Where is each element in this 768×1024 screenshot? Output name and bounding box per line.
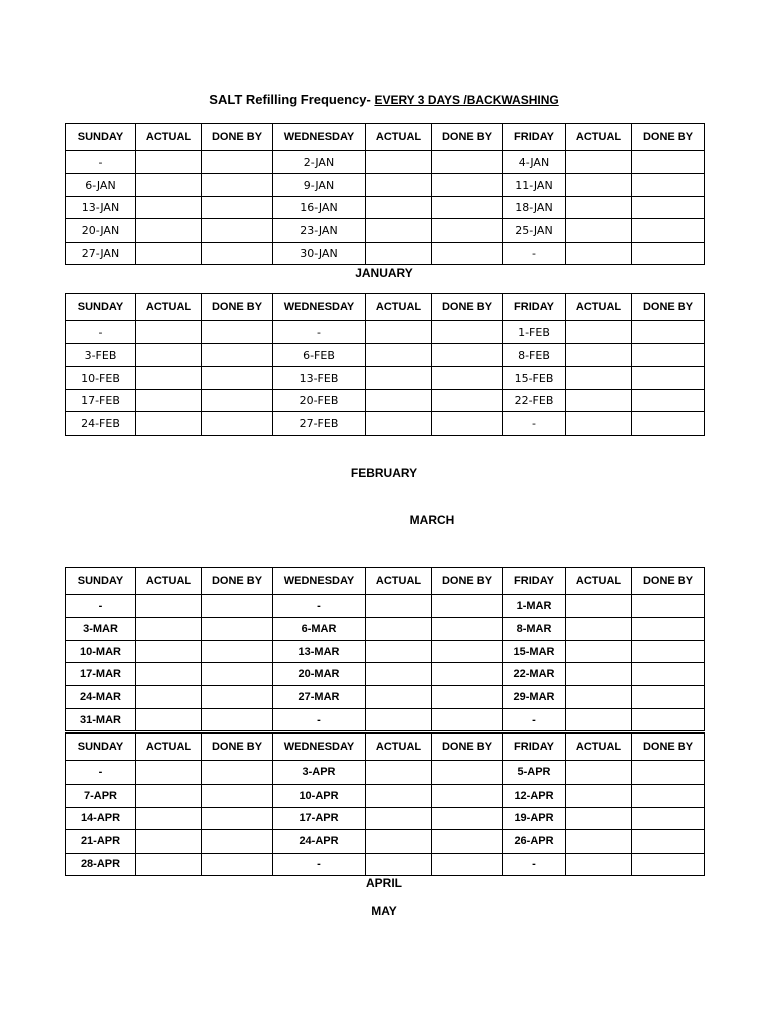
column-header: DONE BY	[202, 568, 273, 595]
date-cell: 18-JAN	[503, 197, 566, 219]
done-by-cell[interactable]	[202, 412, 273, 436]
actual-cell[interactable]	[566, 243, 632, 265]
actual-cell[interactable]	[366, 641, 432, 663]
date-cell: 27-FEB	[273, 412, 366, 436]
date-cell: -	[273, 321, 366, 344]
done-by-cell[interactable]	[432, 243, 503, 265]
column-header: ACTUAL	[136, 294, 202, 321]
date-cell: 17-FEB	[66, 390, 136, 412]
actual-cell[interactable]	[366, 243, 432, 265]
done-by-cell[interactable]	[632, 344, 705, 367]
done-by-cell[interactable]	[632, 760, 705, 784]
date-cell: 1-MAR	[503, 595, 566, 618]
column-header: FRIDAY	[503, 568, 566, 595]
column-header: DONE BY	[632, 124, 705, 151]
table-row	[66, 641, 705, 663]
date-cell: 17-APR	[273, 807, 366, 829]
column-header: DONE BY	[432, 124, 503, 151]
actual-cell[interactable]	[566, 321, 632, 344]
date-cell: -	[66, 151, 136, 174]
header-row	[66, 733, 705, 760]
actual-cell[interactable]	[366, 807, 432, 829]
done-by-cell[interactable]	[632, 151, 705, 174]
date-cell: 7-APR	[66, 784, 136, 807]
done-by-cell[interactable]	[202, 829, 273, 853]
date-cell: 6-FEB	[273, 344, 366, 367]
date-cell: -	[273, 709, 366, 731]
done-by-cell[interactable]	[202, 641, 273, 663]
date-cell: 24-FEB	[66, 412, 136, 436]
date-cell: 29-MAR	[503, 686, 566, 709]
actual-cell[interactable]	[566, 412, 632, 436]
actual-cell[interactable]	[566, 367, 632, 390]
table-row	[66, 197, 705, 219]
actual-cell[interactable]	[136, 760, 202, 784]
table-row	[66, 412, 705, 436]
done-by-cell[interactable]	[202, 807, 273, 829]
done-by-cell[interactable]	[202, 174, 273, 197]
date-cell: 1-FEB	[503, 321, 566, 344]
actual-cell[interactable]	[136, 709, 202, 731]
date-cell: 13-JAN	[66, 197, 136, 219]
done-by-cell[interactable]	[632, 853, 705, 875]
date-cell: 27-JAN	[66, 243, 136, 265]
done-by-cell[interactable]	[202, 760, 273, 784]
table-row	[66, 390, 705, 412]
date-cell: 24-MAR	[66, 686, 136, 709]
column-header: SUNDAY	[66, 124, 136, 151]
date-cell: 20-MAR	[273, 663, 366, 686]
done-by-cell[interactable]	[202, 197, 273, 219]
table-row	[66, 784, 705, 807]
actual-cell[interactable]	[136, 174, 202, 197]
done-by-cell[interactable]	[432, 829, 503, 853]
actual-cell[interactable]	[566, 151, 632, 174]
column-header: ACTUAL	[136, 124, 202, 151]
done-by-cell[interactable]	[202, 151, 273, 174]
actual-cell[interactable]	[366, 595, 432, 618]
actual-cell[interactable]	[366, 412, 432, 436]
column-header: DONE BY	[632, 568, 705, 595]
column-header: ACTUAL	[566, 568, 632, 595]
done-by-cell[interactable]	[432, 618, 503, 641]
header-row	[66, 124, 705, 151]
month-label-april: APRIL	[366, 876, 402, 890]
actual-cell[interactable]	[366, 321, 432, 344]
done-by-cell[interactable]	[632, 663, 705, 686]
actual-cell[interactable]	[366, 829, 432, 853]
done-by-cell[interactable]	[202, 709, 273, 731]
actual-cell[interactable]	[136, 829, 202, 853]
done-by-cell[interactable]	[632, 709, 705, 731]
done-by-cell[interactable]	[202, 321, 273, 344]
date-cell: -	[66, 595, 136, 618]
date-cell: -	[273, 853, 366, 875]
done-by-cell[interactable]	[202, 344, 273, 367]
done-by-cell[interactable]	[432, 663, 503, 686]
date-cell: 20-FEB	[273, 390, 366, 412]
table-row	[66, 853, 705, 875]
date-cell: 22-MAR	[503, 663, 566, 686]
actual-cell[interactable]	[136, 321, 202, 344]
actual-cell[interactable]	[366, 367, 432, 390]
date-cell: -	[273, 595, 366, 618]
done-by-cell[interactable]	[432, 641, 503, 663]
column-header: DONE BY	[632, 733, 705, 760]
table-row	[66, 151, 705, 174]
done-by-cell[interactable]	[632, 321, 705, 344]
column-header: DONE BY	[432, 294, 503, 321]
date-cell: 15-FEB	[503, 367, 566, 390]
done-by-cell[interactable]	[432, 390, 503, 412]
done-by-cell[interactable]	[632, 390, 705, 412]
table-row	[66, 709, 705, 731]
done-by-cell[interactable]	[432, 367, 503, 390]
actual-cell[interactable]	[366, 151, 432, 174]
actual-cell[interactable]	[566, 174, 632, 197]
month-label-may: MAY	[371, 904, 397, 918]
done-by-cell[interactable]	[202, 686, 273, 709]
table-row	[66, 760, 705, 784]
actual-cell[interactable]	[566, 686, 632, 709]
actual-cell[interactable]	[136, 219, 202, 243]
january-schedule-table	[65, 123, 705, 265]
actual-cell[interactable]	[366, 344, 432, 367]
done-by-cell[interactable]	[632, 219, 705, 243]
column-header: ACTUAL	[566, 733, 632, 760]
column-header: ACTUAL	[136, 568, 202, 595]
done-by-cell[interactable]	[202, 663, 273, 686]
done-by-cell[interactable]	[432, 853, 503, 875]
table-row	[66, 321, 705, 344]
date-cell: 30-JAN	[273, 243, 366, 265]
date-cell: 10-MAR	[66, 641, 136, 663]
actual-cell[interactable]	[366, 784, 432, 807]
date-cell: 23-JAN	[273, 219, 366, 243]
table-row	[66, 219, 705, 243]
done-by-cell[interactable]	[632, 618, 705, 641]
actual-cell[interactable]	[566, 618, 632, 641]
february-schedule-table	[65, 293, 705, 436]
done-by-cell[interactable]	[202, 595, 273, 618]
date-cell: 20-JAN	[66, 219, 136, 243]
actual-cell[interactable]	[566, 760, 632, 784]
actual-cell[interactable]	[136, 390, 202, 412]
date-cell: 14-APR	[66, 807, 136, 829]
date-cell: 3-MAR	[66, 618, 136, 641]
actual-cell[interactable]	[136, 412, 202, 436]
actual-cell[interactable]	[566, 829, 632, 853]
table-row	[66, 243, 705, 265]
date-cell: -	[66, 321, 136, 344]
actual-cell[interactable]	[566, 784, 632, 807]
done-by-cell[interactable]	[432, 709, 503, 731]
header-row	[66, 294, 705, 321]
column-header: SUNDAY	[66, 568, 136, 595]
done-by-cell[interactable]	[432, 174, 503, 197]
column-header: ACTUAL	[566, 294, 632, 321]
date-cell: 3-APR	[273, 760, 366, 784]
actual-cell[interactable]	[136, 784, 202, 807]
date-cell: 6-JAN	[66, 174, 136, 197]
actual-cell[interactable]	[366, 174, 432, 197]
actual-cell[interactable]	[566, 390, 632, 412]
column-header: DONE BY	[202, 733, 273, 760]
date-cell: 13-MAR	[273, 641, 366, 663]
column-header: ACTUAL	[366, 733, 432, 760]
date-cell: 3-FEB	[66, 344, 136, 367]
actual-cell[interactable]	[566, 219, 632, 243]
date-cell: 10-APR	[273, 784, 366, 807]
done-by-cell[interactable]	[432, 784, 503, 807]
date-cell: 25-JAN	[503, 219, 566, 243]
date-cell: 13-FEB	[273, 367, 366, 390]
header-row	[66, 568, 705, 595]
done-by-cell[interactable]	[632, 243, 705, 265]
date-cell: 8-MAR	[503, 618, 566, 641]
date-cell: 24-APR	[273, 829, 366, 853]
column-header: WEDNESDAY	[273, 124, 366, 151]
actual-cell[interactable]	[136, 367, 202, 390]
done-by-cell[interactable]	[632, 686, 705, 709]
actual-cell[interactable]	[136, 197, 202, 219]
date-cell: 28-APR	[66, 853, 136, 875]
actual-cell[interactable]	[366, 709, 432, 731]
done-by-cell[interactable]	[432, 412, 503, 436]
date-cell: 9-JAN	[273, 174, 366, 197]
done-by-cell[interactable]	[202, 390, 273, 412]
done-by-cell[interactable]	[632, 595, 705, 618]
done-by-cell[interactable]	[202, 618, 273, 641]
column-header: FRIDAY	[503, 733, 566, 760]
actual-cell[interactable]	[566, 641, 632, 663]
date-cell: 27-MAR	[273, 686, 366, 709]
date-cell: 31-MAR	[66, 709, 136, 731]
done-by-cell[interactable]	[632, 784, 705, 807]
done-by-cell[interactable]	[432, 197, 503, 219]
actual-cell[interactable]	[366, 663, 432, 686]
date-cell: -	[503, 412, 566, 436]
column-header: FRIDAY	[503, 124, 566, 151]
actual-cell[interactable]	[136, 807, 202, 829]
actual-cell[interactable]	[566, 344, 632, 367]
column-header: DONE BY	[202, 294, 273, 321]
done-by-cell[interactable]	[432, 344, 503, 367]
done-by-cell[interactable]	[632, 807, 705, 829]
actual-cell[interactable]	[566, 595, 632, 618]
done-by-cell[interactable]	[202, 367, 273, 390]
date-cell: 4-JAN	[503, 151, 566, 174]
actual-cell[interactable]	[136, 663, 202, 686]
actual-cell[interactable]	[566, 853, 632, 875]
actual-cell[interactable]	[566, 709, 632, 731]
date-cell: 12-APR	[503, 784, 566, 807]
date-cell: 16-JAN	[273, 197, 366, 219]
actual-cell[interactable]	[566, 197, 632, 219]
column-header: WEDNESDAY	[273, 568, 366, 595]
done-by-cell[interactable]	[202, 219, 273, 243]
march-schedule-table	[65, 567, 705, 731]
done-by-cell[interactable]	[632, 412, 705, 436]
actual-cell[interactable]	[136, 243, 202, 265]
date-cell: 21-APR	[66, 829, 136, 853]
date-cell: 5-APR	[503, 760, 566, 784]
page-title	[0, 92, 768, 107]
title-underlined: EVERY 3 DAYS /BACKWASHING	[374, 93, 559, 107]
done-by-cell[interactable]	[632, 174, 705, 197]
done-by-cell[interactable]	[432, 219, 503, 243]
done-by-cell[interactable]	[432, 595, 503, 618]
date-cell: -	[503, 709, 566, 731]
date-cell: -	[66, 760, 136, 784]
done-by-cell[interactable]	[432, 760, 503, 784]
april-schedule-table	[65, 732, 705, 876]
column-header: SUNDAY	[66, 733, 136, 760]
date-cell: 2-JAN	[273, 151, 366, 174]
done-by-cell[interactable]	[432, 151, 503, 174]
done-by-cell[interactable]	[632, 367, 705, 390]
date-cell: 10-FEB	[66, 367, 136, 390]
column-header: ACTUAL	[136, 733, 202, 760]
actual-cell[interactable]	[366, 197, 432, 219]
column-header: ACTUAL	[366, 294, 432, 321]
table-row	[66, 663, 705, 686]
actual-cell[interactable]	[366, 853, 432, 875]
month-label-february: FEBRUARY	[350, 466, 418, 480]
actual-cell[interactable]	[366, 686, 432, 709]
column-header: ACTUAL	[366, 124, 432, 151]
date-cell: 22-FEB	[503, 390, 566, 412]
month-label-january: JANUARY	[355, 266, 413, 280]
actual-cell[interactable]	[136, 344, 202, 367]
table-row	[66, 686, 705, 709]
actual-cell[interactable]	[136, 151, 202, 174]
actual-cell[interactable]	[136, 595, 202, 618]
title-prefix: SALT Refilling Frequency-	[209, 92, 375, 107]
done-by-cell[interactable]	[202, 853, 273, 875]
column-header: SUNDAY	[66, 294, 136, 321]
date-cell: 15-MAR	[503, 641, 566, 663]
column-header: WEDNESDAY	[273, 294, 366, 321]
column-header: DONE BY	[432, 568, 503, 595]
date-cell: 26-APR	[503, 829, 566, 853]
date-cell: 17-MAR	[66, 663, 136, 686]
actual-cell[interactable]	[136, 641, 202, 663]
month-label-march: MARCH	[409, 513, 455, 527]
table-row	[66, 807, 705, 829]
actual-cell[interactable]	[136, 618, 202, 641]
column-header: DONE BY	[432, 733, 503, 760]
done-by-cell[interactable]	[202, 784, 273, 807]
actual-cell[interactable]	[566, 807, 632, 829]
done-by-cell[interactable]	[432, 807, 503, 829]
column-header: DONE BY	[202, 124, 273, 151]
date-cell: 19-APR	[503, 807, 566, 829]
table-row	[66, 367, 705, 390]
done-by-cell[interactable]	[432, 686, 503, 709]
date-cell: 11-JAN	[503, 174, 566, 197]
table-row	[66, 174, 705, 197]
done-by-cell[interactable]	[432, 321, 503, 344]
done-by-cell[interactable]	[632, 641, 705, 663]
date-cell: 8-FEB	[503, 344, 566, 367]
table-row	[66, 829, 705, 853]
actual-cell[interactable]	[566, 663, 632, 686]
actual-cell[interactable]	[136, 686, 202, 709]
column-header: FRIDAY	[503, 294, 566, 321]
date-cell: -	[503, 853, 566, 875]
actual-cell[interactable]	[136, 853, 202, 875]
column-header: DONE BY	[632, 294, 705, 321]
column-header: WEDNESDAY	[273, 733, 366, 760]
table-row	[66, 344, 705, 367]
actual-cell[interactable]	[366, 390, 432, 412]
done-by-cell[interactable]	[632, 197, 705, 219]
table-row	[66, 618, 705, 641]
column-header: ACTUAL	[566, 124, 632, 151]
done-by-cell[interactable]	[202, 243, 273, 265]
table-row	[66, 595, 705, 618]
done-by-cell[interactable]	[632, 829, 705, 853]
actual-cell[interactable]	[366, 219, 432, 243]
actual-cell[interactable]	[366, 618, 432, 641]
date-cell: 6-MAR	[273, 618, 366, 641]
actual-cell[interactable]	[366, 760, 432, 784]
date-cell: -	[503, 243, 566, 265]
column-header: ACTUAL	[366, 568, 432, 595]
